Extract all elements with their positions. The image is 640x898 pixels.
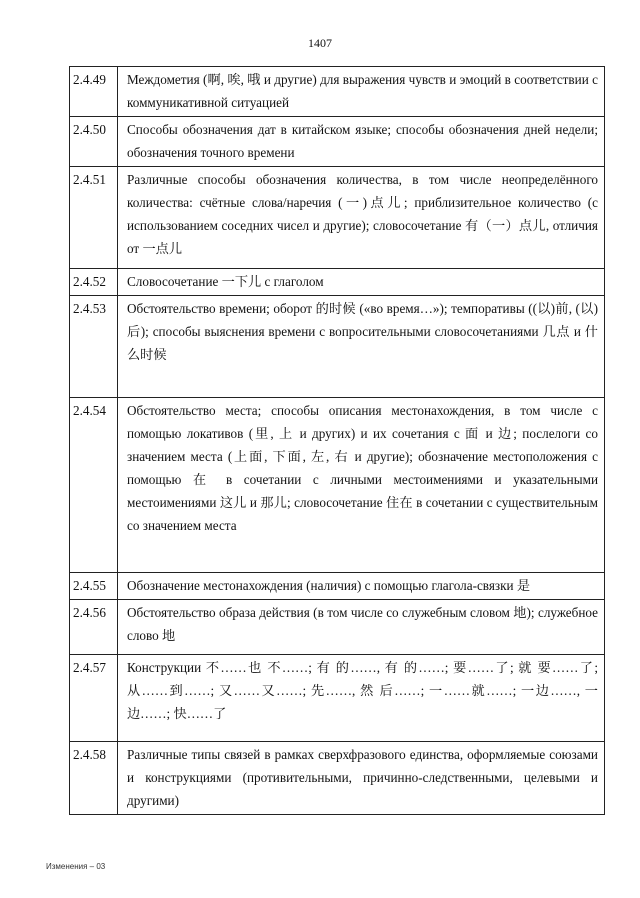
row-text: Словосочетание 一下儿 с глаголом bbox=[118, 269, 605, 296]
table-row bbox=[70, 573, 605, 600]
row-code: 2.4.55 bbox=[70, 573, 118, 600]
table-row bbox=[70, 655, 605, 742]
row-code: 2.4.50 bbox=[70, 117, 118, 167]
row-code: 2.4.49 bbox=[70, 67, 118, 117]
footer-note: Изменения – 03 bbox=[46, 862, 106, 871]
row-text: Конструкции 不……也 不……; 有 的……, 有 的……; 要……了; 就 要……了; 从……到……; 又……又……; 先……, 然 后……; 一……就……; 一边……, 一边……; 快……了 bbox=[118, 655, 605, 742]
table-row bbox=[70, 296, 605, 398]
table-row bbox=[70, 600, 605, 655]
row-code: 2.4.58 bbox=[70, 742, 118, 815]
row-code: 2.4.51 bbox=[70, 167, 118, 269]
row-code: 2.4.56 bbox=[70, 600, 118, 655]
table-row bbox=[70, 398, 605, 573]
row-text: Обстоятельство места; способы описания местонахождения, в том числе с помощью локативов (里, 上 и других) и их сочетания с 面 и 边; послелоги со значением места (上面, 下面, 左, 右 и другие); обозначение местоположения с помощью 在 в сочетании с личными местоимениями и указательными местоимениями 这儿 и 那儿; словосочетание 住在 в сочетании с существительным со значением места bbox=[118, 398, 605, 573]
page-number: 1407 bbox=[308, 36, 332, 50]
row-text: Обозначение местонахождения (наличия) с помощью глагола-связки 是 bbox=[118, 573, 605, 600]
spec-table bbox=[69, 66, 605, 815]
row-code: 2.4.52 bbox=[70, 269, 118, 296]
table-row bbox=[70, 167, 605, 269]
table-row bbox=[70, 67, 605, 117]
row-code: 2.4.57 bbox=[70, 655, 118, 742]
row-text: Различные способы обозначения количества, в том числе неопределённого количества: счётные слова/наречия (一)点儿; приблизительное количество (с использованием соседних чисел и другие); словосочетание 有（一）点儿, отличия от 一点儿 bbox=[118, 167, 605, 269]
table-row bbox=[70, 269, 605, 296]
table-row bbox=[70, 117, 605, 167]
row-code: 2.4.54 bbox=[70, 398, 118, 573]
table-row bbox=[70, 742, 605, 815]
row-text: Обстоятельство времени; оборот 的时候 («во время…»); темпоративы ((以)前, (以)后); способы выяснения времени с вопросительными словосочетаниями 几点 и 什么时候 bbox=[118, 296, 605, 398]
row-text: Обстоятельство образа действия (в том числе со служебным словом 地); служебное слово 地 bbox=[118, 600, 605, 655]
row-code: 2.4.53 bbox=[70, 296, 118, 398]
row-text: Способы обозначения дат в китайском языке; способы обозначения дней недели; обозначения точного времени bbox=[118, 117, 605, 167]
row-text: Различные типы связей в рамках сверхфразового единства, оформляемые союзами и конструкциями (противительными, причинно-следственными, целевыми и другими) bbox=[118, 742, 605, 815]
row-text: Междометия (啊, 唉, 哦 и другие) для выражения чувств и эмоций в соответствии с коммуникативной ситуацией bbox=[118, 67, 605, 117]
